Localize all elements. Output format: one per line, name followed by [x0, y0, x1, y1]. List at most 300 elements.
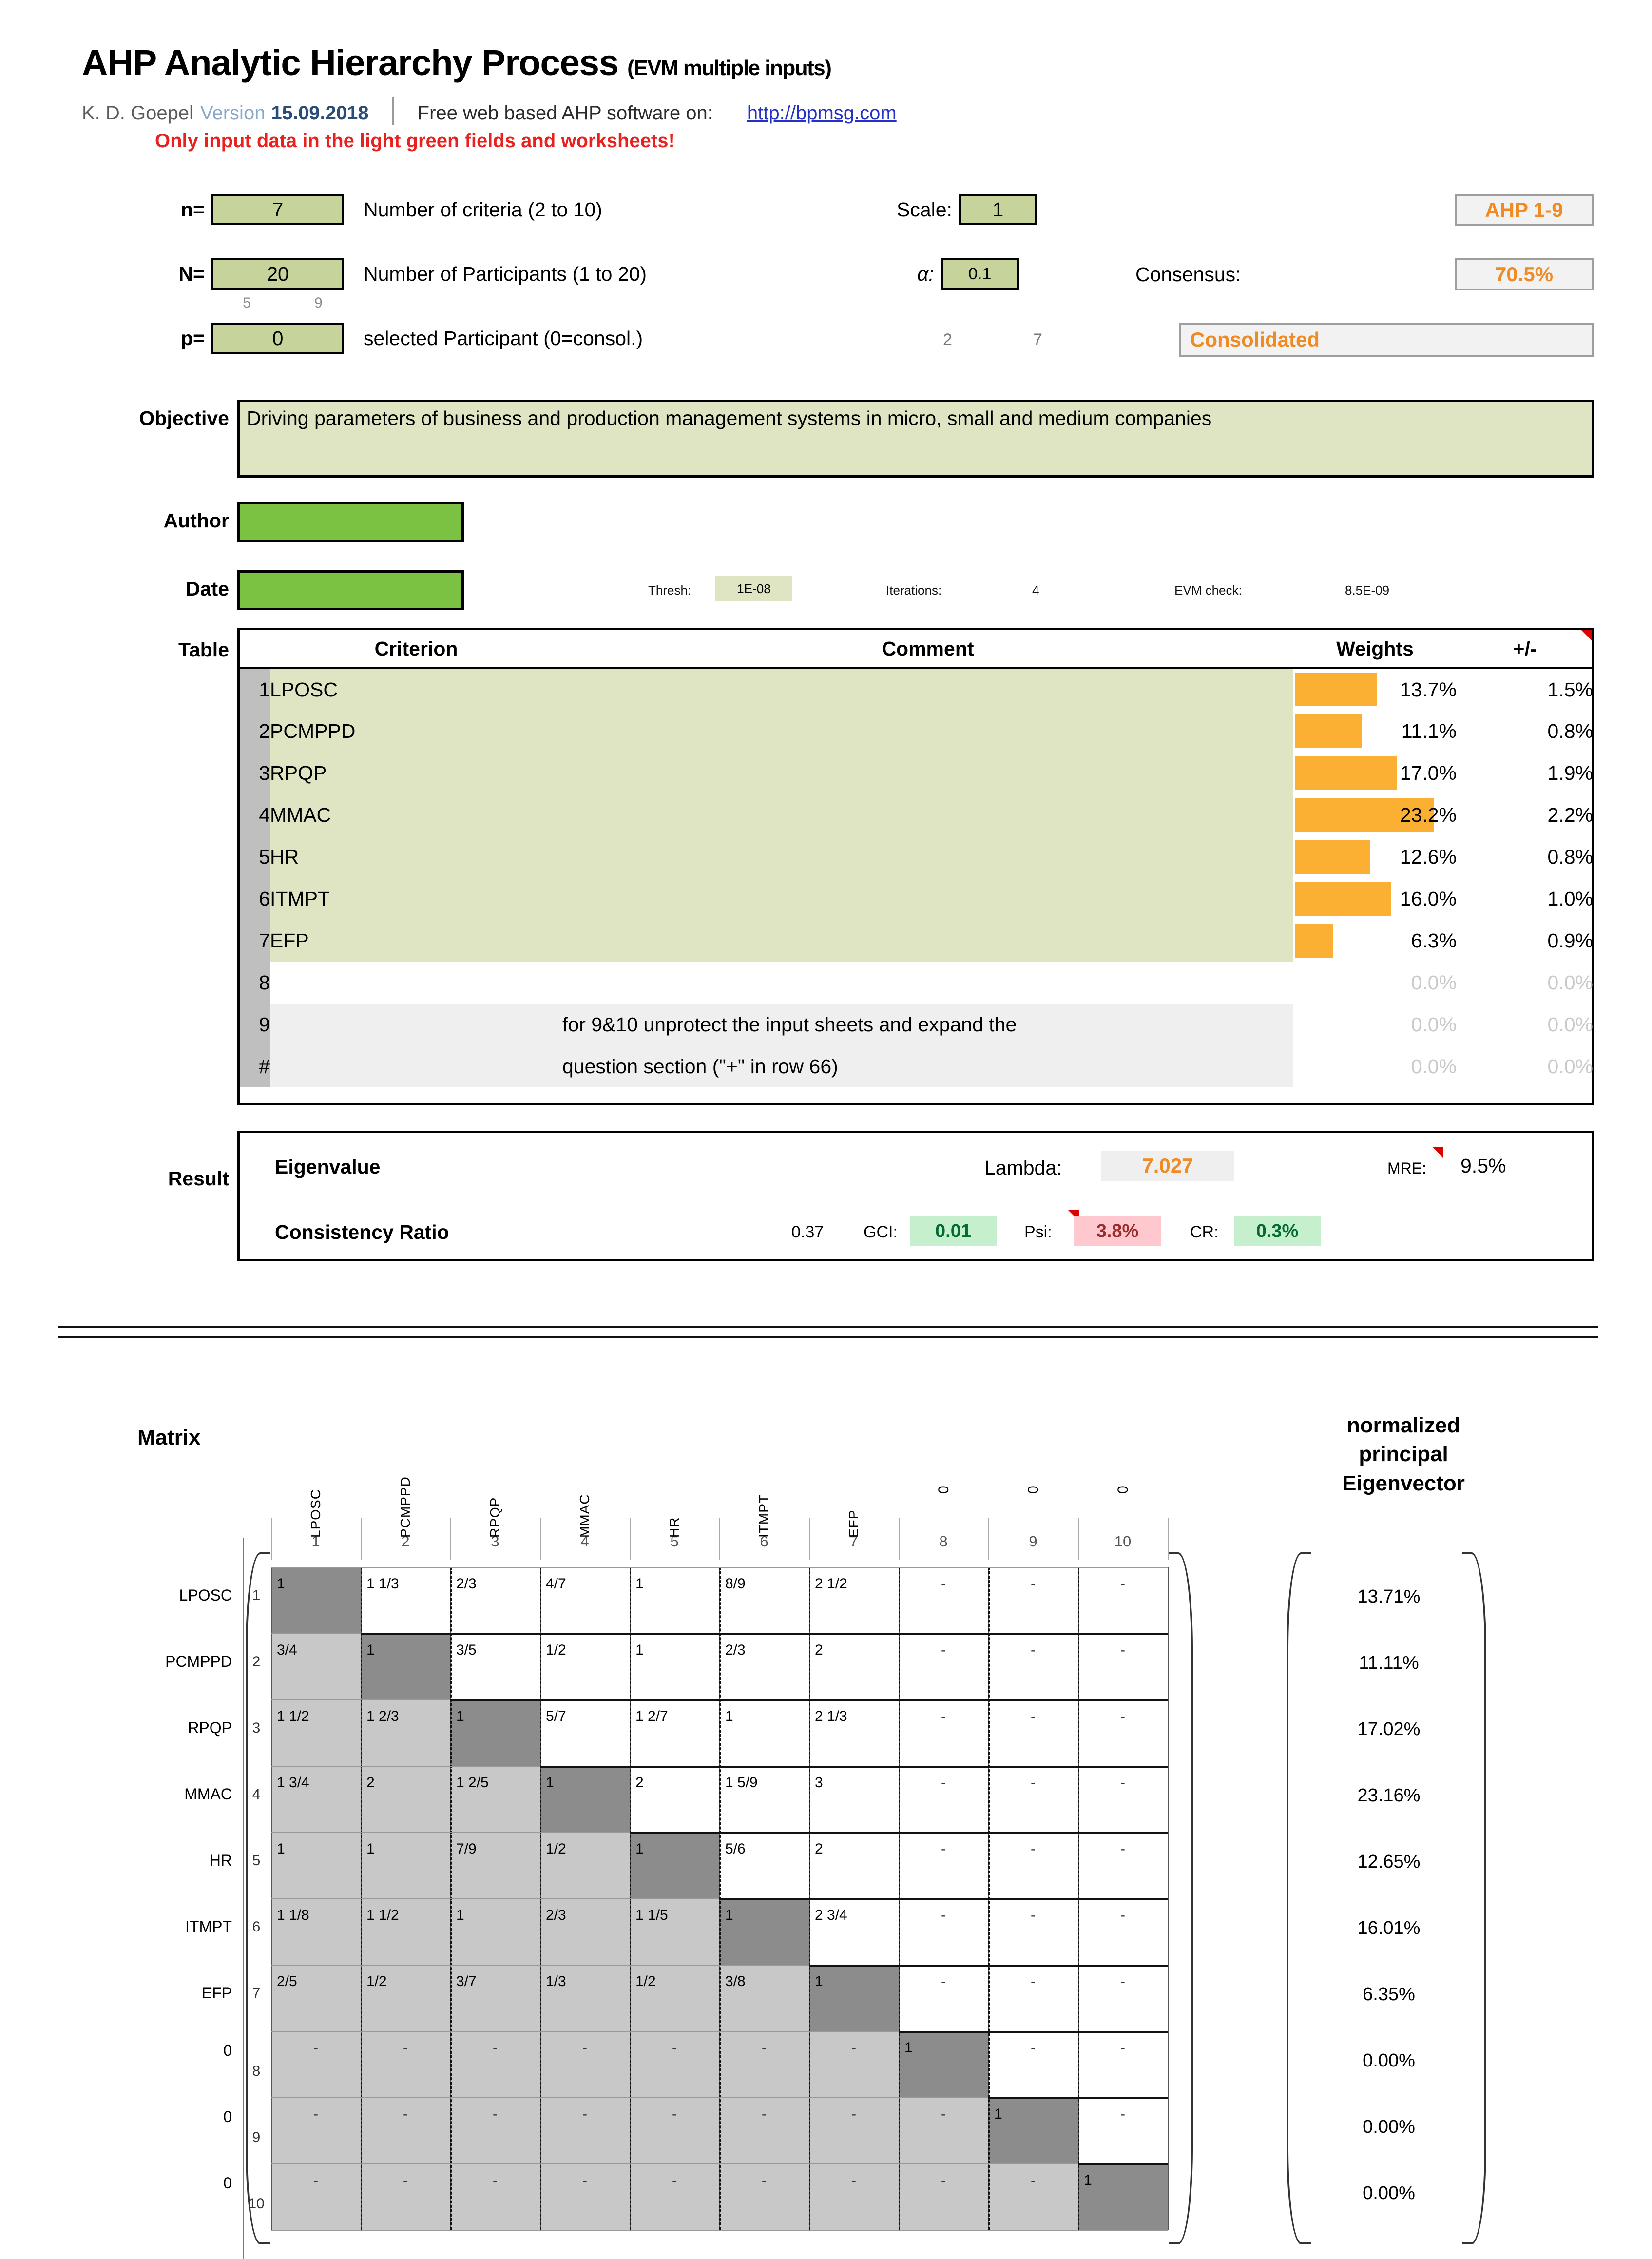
matrix-cell[interactable]: -: [313, 2172, 318, 2188]
comment-input[interactable]: [562, 794, 1293, 836]
comment-input[interactable]: [562, 962, 1293, 1004]
input-warning-text: Only input data in the light green fields and worksheets!: [155, 130, 675, 152]
matrix-cell[interactable]: 1 2/3: [366, 1708, 399, 1724]
matrix-cell[interactable]: 1 2/7: [635, 1708, 668, 1724]
matrix-cell[interactable]: 1/2: [635, 1973, 656, 1989]
weight-cell: [1293, 962, 1457, 1004]
matrix-cell[interactable]: -: [941, 1708, 946, 1724]
plusminus-value: 2.2%: [1547, 803, 1593, 826]
criterion-input[interactable]: LPOSC: [270, 668, 562, 710]
matrix-cell[interactable]: -: [1120, 1708, 1125, 1724]
matrix-cell[interactable]: 1: [725, 1907, 733, 1923]
weight-value: 0.0%: [1411, 1055, 1457, 1078]
consistency-ratio-label: Consistency Ratio: [275, 1221, 449, 1243]
matrix-cell[interactable]: -: [941, 2106, 946, 2122]
ahp-scale-badge: AHP 1-9: [1455, 194, 1594, 226]
weight-bar: [1295, 924, 1333, 958]
eigenvector-title: [1291, 1411, 1516, 1498]
comment-input[interactable]: for 9&10 unprotect the input sheets and expand the: [562, 1004, 1293, 1045]
matrix-cell[interactable]: 4/7: [546, 1576, 566, 1592]
table-row: [240, 794, 1593, 836]
comment-input[interactable]: [562, 836, 1293, 878]
table-row: [240, 920, 1593, 962]
row-index: 6: [240, 878, 270, 920]
criterion-input[interactable]: ITMPT: [270, 878, 562, 920]
date-input[interactable]: [237, 570, 464, 610]
matrix-cell[interactable]: 2/3: [546, 1907, 566, 1923]
matrix-row-number: 2: [252, 1654, 261, 1670]
row-index: 1: [240, 668, 270, 710]
evm-check-value: 8.5E-09: [1345, 583, 1390, 598]
matrix-cell[interactable]: -: [403, 2106, 408, 2122]
matrix-header-tick: [809, 1518, 810, 1560]
cr-plain-value: 0.37: [791, 1223, 824, 1241]
matrix-cell[interactable]: 1: [635, 1576, 644, 1592]
matrix-row-label: 0: [223, 2108, 232, 2125]
matrix-cell[interactable]: -: [313, 2106, 318, 2122]
thresh-label: Thresh:: [648, 583, 692, 598]
row-index: 3: [240, 752, 270, 794]
matrix-header-tick: [899, 1518, 900, 1560]
eigenvector-value: 11.11%: [1359, 1653, 1419, 1673]
criterion-input[interactable]: EFP: [270, 920, 562, 962]
matrix-cell[interactable]: 2 3/4: [815, 1907, 847, 1923]
eigenvector-value: 13.71%: [1357, 1586, 1421, 1607]
table-header-row: [240, 630, 1593, 668]
weight-value: 16.0%: [1400, 887, 1457, 910]
scale-label: Scale:: [897, 198, 952, 221]
matrix-cell[interactable]: -: [1031, 1973, 1036, 1989]
matrix-cell[interactable]: 5/7: [546, 1708, 566, 1724]
table-label: Table: [178, 638, 229, 661]
matrix-cell[interactable]: -: [1031, 1841, 1036, 1857]
section-divider-top: [58, 1326, 1598, 1328]
matrix-cell[interactable]: -: [1120, 1907, 1125, 1923]
matrix-cell[interactable]: -: [672, 2040, 677, 2056]
matrix-cell[interactable]: -: [1120, 2040, 1125, 2056]
plusminus-value: 0.8%: [1547, 719, 1593, 742]
row-index: 5: [240, 836, 270, 878]
consensus-value: 70.5%: [1455, 258, 1594, 290]
eigenvector-value: 0.00%: [1363, 2183, 1415, 2203]
table-row: [240, 1045, 1593, 1087]
weight-cell: [1293, 920, 1457, 962]
eigenvalue-label: Eigenvalue: [275, 1156, 381, 1178]
title-row: [82, 42, 897, 83]
matrix-cell[interactable]: 1 5/9: [725, 1775, 758, 1791]
matrix-row-number: 10: [248, 2196, 265, 2212]
matrix-cell[interactable]: 1: [904, 2040, 913, 2056]
matrix-row-label: LPOSC: [179, 1586, 232, 1604]
matrix-cell[interactable]: -: [672, 2106, 677, 2122]
criterion-input[interactable]: RPQP: [270, 752, 562, 794]
criterion-input[interactable]: [270, 1045, 562, 1087]
bpmsg-link[interactable]: http://bpmsg.com: [747, 102, 897, 124]
matrix-cell[interactable]: -: [851, 2172, 856, 2188]
eigenvector-value: 0.00%: [1363, 2050, 1415, 2071]
selected-participant-desc: selected Participant (0=consol.): [364, 327, 643, 349]
alpha-row: [917, 258, 1019, 290]
weight-cell: [1293, 752, 1457, 794]
alpha-input[interactable]: 0.1: [941, 258, 1019, 290]
matrix-cell[interactable]: 2: [815, 1642, 823, 1658]
weight-bar: [1295, 673, 1377, 706]
th-weights: Weights: [1293, 630, 1457, 668]
matrix-cell[interactable]: 1: [815, 1973, 823, 1989]
participants-count-input[interactable]: 20: [211, 258, 344, 290]
matrix-cell[interactable]: -: [1120, 2106, 1125, 2122]
free-web-text: Free web based AHP software on:: [417, 102, 713, 124]
cr-value: 0.3%: [1234, 1216, 1321, 1246]
matrix-cell[interactable]: 3/4: [277, 1642, 297, 1658]
matrix-cell[interactable]: -: [1031, 1775, 1036, 1791]
stray-marker-right: 9: [314, 295, 323, 311]
matrix-cell[interactable]: 3/5: [456, 1642, 477, 1658]
matrix-cell[interactable]: 2 1/3: [815, 1708, 847, 1724]
matrix-column-number: 7: [849, 1533, 858, 1550]
matrix-cell[interactable]: 7/9: [456, 1841, 477, 1857]
matrix-row-number: 4: [252, 1786, 261, 1802]
stray-marker-left: 5: [243, 295, 251, 311]
th-comment: Comment: [562, 630, 1293, 668]
comment-input[interactable]: [562, 668, 1293, 710]
matrix-cell[interactable]: -: [851, 2106, 856, 2122]
matrix-cell[interactable]: 1: [994, 2106, 1002, 2122]
matrix-cell[interactable]: -: [1031, 1708, 1036, 1724]
weight-cell: [1293, 1045, 1457, 1087]
byline-row: [82, 91, 897, 124]
row-index: 7: [240, 920, 270, 962]
selected-participant-input[interactable]: 0: [211, 323, 344, 354]
mre-comment-marker-icon: [1432, 1147, 1443, 1158]
matrix-column-label: EFP: [846, 1509, 861, 1538]
matrix-cell[interactable]: -: [941, 1775, 946, 1791]
matrix-cell[interactable]: 1 3/4: [277, 1775, 309, 1791]
matrix-cell[interactable]: -: [1031, 2040, 1036, 2056]
matrix-column-number: 5: [670, 1533, 679, 1550]
cr-label: CR:: [1190, 1223, 1219, 1241]
matrix-cell[interactable]: -: [672, 2172, 677, 2188]
hint-number-left: 2: [943, 330, 952, 349]
table-row: [240, 752, 1593, 794]
matrix-left-paren: [246, 1552, 270, 2244]
page-subtitle: (EVM multiple inputs): [627, 56, 831, 80]
table-row: [240, 668, 1593, 710]
matrix-cell[interactable]: 1: [546, 1775, 554, 1791]
row-index: 4: [240, 794, 270, 836]
matrix-cell[interactable]: -: [762, 2106, 767, 2122]
author-label: Author: [163, 509, 229, 532]
participants-count-row: [146, 258, 647, 290]
table-row: [240, 878, 1593, 920]
criterion-input[interactable]: [270, 1004, 562, 1045]
matrix-header-tick: [988, 1518, 989, 1560]
weight-bar: [1295, 882, 1391, 916]
N-label: N=: [178, 262, 205, 285]
matrix-column-label: LPOSC: [308, 1489, 323, 1538]
matrix-cell[interactable]: 2/3: [456, 1576, 477, 1592]
matrix-cell[interactable]: 1 1/2: [277, 1708, 309, 1724]
matrix-cell[interactable]: 8/9: [725, 1576, 746, 1592]
matrix-cell[interactable]: -: [582, 2106, 587, 2122]
matrix-cell[interactable]: -: [941, 2172, 946, 2188]
matrix-cell[interactable]: -: [941, 1841, 946, 1857]
matrix-cell[interactable]: 2: [815, 1841, 823, 1857]
psi-label: Psi:: [1024, 1223, 1052, 1241]
matrix-cell[interactable]: 1/3: [546, 1973, 566, 1989]
weight-bar: [1295, 840, 1370, 874]
plusminus-value: 1.0%: [1547, 887, 1593, 910]
matrix-cell[interactable]: 1/2: [366, 1973, 387, 1989]
table-row: [240, 1004, 1593, 1045]
hint-number-right: 7: [1033, 330, 1042, 349]
matrix-cell[interactable]: -: [493, 2106, 498, 2122]
weight-cell: [1293, 836, 1457, 878]
matrix-cell[interactable]: 1 1/2: [366, 1907, 399, 1923]
matrix-cell[interactable]: 1: [277, 1576, 285, 1592]
matrix-cell[interactable]: 1 1/8: [277, 1907, 309, 1923]
plusminus-value: 0.8%: [1547, 845, 1593, 868]
eigenvector-value: 23.16%: [1357, 1785, 1421, 1806]
matrix-cell[interactable]: -: [1031, 1642, 1036, 1658]
matrix-cell[interactable]: -: [762, 2172, 767, 2188]
matrix-cell[interactable]: -: [1120, 1775, 1125, 1791]
matrix-cell[interactable]: -: [1120, 1973, 1125, 1989]
matrix-row-label: 0: [223, 2042, 232, 2059]
matrix-cell[interactable]: 3: [815, 1775, 823, 1791]
matrix-row-number: 7: [252, 1985, 261, 2001]
matrix-column-label: MMAC: [577, 1494, 592, 1538]
matrix-header-tick: [1078, 1518, 1079, 1560]
weight-value: 23.2%: [1400, 803, 1457, 826]
matrix-column-label: HR: [667, 1517, 682, 1538]
weight-bar: [1295, 714, 1362, 748]
matrix-cell[interactable]: -: [582, 2172, 587, 2188]
matrix-cell[interactable]: -: [851, 2040, 856, 2056]
matrix-row-number: 6: [252, 1919, 261, 1935]
matrix-cell[interactable]: 1 1/3: [366, 1576, 399, 1592]
weight-value: 11.1%: [1401, 719, 1457, 742]
eigenvector-title-line1: normalized: [1346, 1413, 1460, 1437]
matrix-cell[interactable]: -: [403, 2040, 408, 2056]
mre-value: 9.5%: [1460, 1155, 1506, 1177]
matrix-column-label: RPQP: [487, 1497, 502, 1538]
table-row: [240, 710, 1593, 752]
scale-input[interactable]: 1: [959, 194, 1037, 225]
criteria-count-desc: Number of criteria (2 to 10): [364, 198, 602, 221]
plusminus-value: 0.0%: [1547, 971, 1593, 994]
vertical-divider: [392, 97, 394, 125]
date-label: Date: [186, 578, 229, 600]
matrix-cell[interactable]: 1: [366, 1642, 375, 1658]
matrix-row-number: 8: [252, 2063, 261, 2079]
matrix-header-tick: [361, 1518, 362, 1560]
weight-value: 12.6%: [1400, 845, 1457, 868]
matrix-cell[interactable]: 1 2/5: [456, 1775, 489, 1791]
p-label: p=: [181, 327, 205, 349]
matrix-cell[interactable]: -: [1031, 1576, 1036, 1592]
matrix-cell[interactable]: -: [762, 2040, 767, 2056]
matrix-column-number: 3: [491, 1533, 499, 1550]
matrix-column-number: 6: [760, 1533, 768, 1550]
matrix-cell[interactable]: 1: [635, 1642, 644, 1658]
eigenvector-left-paren: [1287, 1552, 1311, 2244]
matrix-row-label: RPQP: [188, 1719, 232, 1737]
weight-cell: [1293, 878, 1457, 920]
matrix-cell[interactable]: 1: [635, 1841, 644, 1857]
objective-input[interactable]: Driving parameters of business and production management systems in micro, small and medium companies: [237, 400, 1594, 478]
alpha-label: α:: [917, 262, 934, 285]
matrix-cell[interactable]: 3/8: [725, 1973, 746, 1989]
matrix-cell[interactable]: -: [941, 1907, 946, 1923]
matrix-row-label: EFP: [201, 1984, 232, 2002]
matrix-cell[interactable]: 5/6: [725, 1841, 746, 1857]
eigenvector-right-paren: [1462, 1552, 1486, 2244]
th-plusminus: +/-: [1457, 630, 1593, 668]
result-label: Result: [168, 1167, 229, 1190]
th-criterion: Criterion: [270, 630, 562, 668]
weight-cell: [1293, 794, 1457, 836]
matrix-cell[interactable]: -: [1031, 1907, 1036, 1923]
matrix-cell[interactable]: -: [403, 2172, 408, 2188]
result-panel: [237, 1131, 1594, 1261]
gci-label: GCI:: [864, 1223, 898, 1241]
matrix-cell[interactable]: 2 1/2: [815, 1576, 847, 1592]
matrix-cell[interactable]: -: [941, 1973, 946, 1989]
mre-label: MRE:: [1387, 1159, 1426, 1177]
eigenvector-value: 17.02%: [1357, 1719, 1421, 1739]
matrix-cell[interactable]: 1/2: [546, 1841, 566, 1857]
matrix-column-label: 0: [1025, 1485, 1041, 1494]
row-index: #: [240, 1045, 270, 1087]
weight-value: 17.0%: [1400, 761, 1457, 784]
thresh-value: 1E-08: [715, 576, 792, 601]
matrix-cell[interactable]: 2/3: [725, 1642, 746, 1658]
table-row: [240, 836, 1593, 878]
eigenvector-value: 12.65%: [1357, 1852, 1421, 1872]
matrix-cell[interactable]: 1 1/5: [635, 1907, 668, 1923]
matrix-right-paren: [1169, 1552, 1193, 2244]
psi-value: 3.8%: [1074, 1216, 1161, 1246]
matrix-header-tick: [719, 1518, 720, 1560]
plusminus-value: 0.9%: [1547, 929, 1593, 952]
plusminus-value: 1.5%: [1547, 678, 1593, 701]
matrix-title: Matrix: [137, 1426, 201, 1449]
criterion-input[interactable]: [270, 962, 562, 1004]
author-name: K. D. Goepel: [82, 102, 194, 124]
matrix-cell[interactable]: -: [493, 2040, 498, 2056]
matrix-label-rule: [243, 1538, 244, 2259]
participants-count-desc: Number of Participants (1 to 20): [364, 262, 647, 285]
page-title: AHP Analytic Hierarchy Process: [82, 42, 619, 83]
matrix-row-label: PCMPPD: [165, 1653, 232, 1670]
matrix-row-label: ITMPT: [185, 1918, 232, 1935]
weight-bar: [1295, 756, 1397, 790]
comment-input[interactable]: question section ("+" in row 66): [562, 1045, 1293, 1087]
matrix-cell[interactable]: 3/7: [456, 1973, 477, 1989]
matrix-column-label: ITMPT: [756, 1494, 771, 1538]
matrix-cell[interactable]: 1: [456, 1907, 464, 1923]
iterations-value: 4: [1032, 583, 1039, 598]
th-index: [240, 630, 270, 668]
matrix-cell[interactable]: -: [1031, 2172, 1036, 2188]
comment-input[interactable]: [562, 710, 1293, 752]
eigenvector-title-line2: principal: [1359, 1442, 1448, 1467]
plusminus-value: 1.9%: [1547, 761, 1593, 784]
matrix-column-number: 8: [939, 1533, 948, 1550]
document-header: [82, 42, 897, 152]
matrix-cell[interactable]: 2: [366, 1775, 375, 1791]
section-divider-bottom: [58, 1336, 1598, 1338]
matrix-header-tick: [540, 1518, 541, 1560]
eigenvector-value: 0.00%: [1363, 2117, 1415, 2137]
matrix-cell[interactable]: 1: [277, 1841, 285, 1857]
weight-cell: [1293, 1004, 1457, 1045]
comment-marker-icon: [1581, 630, 1592, 641]
matrix-header-tick: [630, 1518, 631, 1560]
comment-input[interactable]: [562, 752, 1293, 794]
criterion-input[interactable]: MMAC: [270, 794, 562, 836]
matrix-row-separator: [271, 2230, 1168, 2231]
matrix-row-number: 9: [252, 2129, 261, 2145]
matrix-cell[interactable]: -: [493, 2172, 498, 2188]
matrix-column-number: 1: [311, 1533, 320, 1550]
lambda-label: Lambda:: [984, 1157, 1062, 1179]
matrix-row-label: MMAC: [184, 1785, 232, 1803]
gci-value: 0.01: [910, 1216, 997, 1246]
iterations-label: Iterations:: [886, 583, 942, 598]
criteria-table: [237, 628, 1594, 1105]
matrix-cell[interactable]: 1: [456, 1708, 464, 1724]
comment-input[interactable]: [562, 878, 1293, 920]
matrix-cell[interactable]: -: [941, 1642, 946, 1658]
matrix-cell[interactable]: -: [582, 2040, 587, 2056]
author-input[interactable]: [237, 502, 464, 542]
lambda-value: 7.027: [1101, 1151, 1234, 1181]
criteria-count-input[interactable]: 7: [211, 194, 344, 225]
weight-value: 0.0%: [1411, 1013, 1457, 1036]
n-label: n=: [181, 198, 205, 221]
matrix-cell[interactable]: 1/2: [546, 1642, 566, 1658]
matrix-cell[interactable]: 1: [725, 1708, 733, 1724]
matrix-cell[interactable]: -: [1120, 1642, 1125, 1658]
matrix-cell[interactable]: -: [313, 2040, 318, 2056]
matrix-cell[interactable]: 1: [366, 1841, 375, 1857]
mode-badge: Consolidated: [1179, 323, 1594, 357]
consensus-label: Consensus:: [1135, 263, 1241, 286]
matrix-row-number: 3: [252, 1720, 261, 1736]
evm-check-label: EVM check:: [1174, 583, 1242, 598]
matrix-column-number: 4: [580, 1533, 589, 1550]
weight-value: 6.3%: [1411, 929, 1457, 952]
eigenvector-value: 16.01%: [1357, 1918, 1421, 1938]
matrix-cell[interactable]: -: [1120, 1841, 1125, 1857]
matrix-cell[interactable]: -: [941, 1576, 946, 1592]
matrix-cell[interactable]: 1: [1084, 2172, 1092, 2188]
matrix-cell[interactable]: 2: [635, 1775, 644, 1791]
matrix-cell[interactable]: -: [1120, 1576, 1125, 1592]
version-word: Version: [200, 102, 266, 124]
matrix-column-label: PCMPPD: [398, 1476, 413, 1538]
comment-input[interactable]: [562, 920, 1293, 962]
matrix-cell[interactable]: 2/5: [277, 1973, 297, 1989]
criterion-input[interactable]: PCMPPD: [270, 710, 562, 752]
matrix-column-number: 2: [401, 1533, 410, 1550]
criterion-input[interactable]: HR: [270, 836, 562, 878]
table-row: [240, 962, 1593, 1004]
selected-participant-row: [146, 323, 643, 354]
matrix-column-number: 10: [1114, 1533, 1132, 1550]
